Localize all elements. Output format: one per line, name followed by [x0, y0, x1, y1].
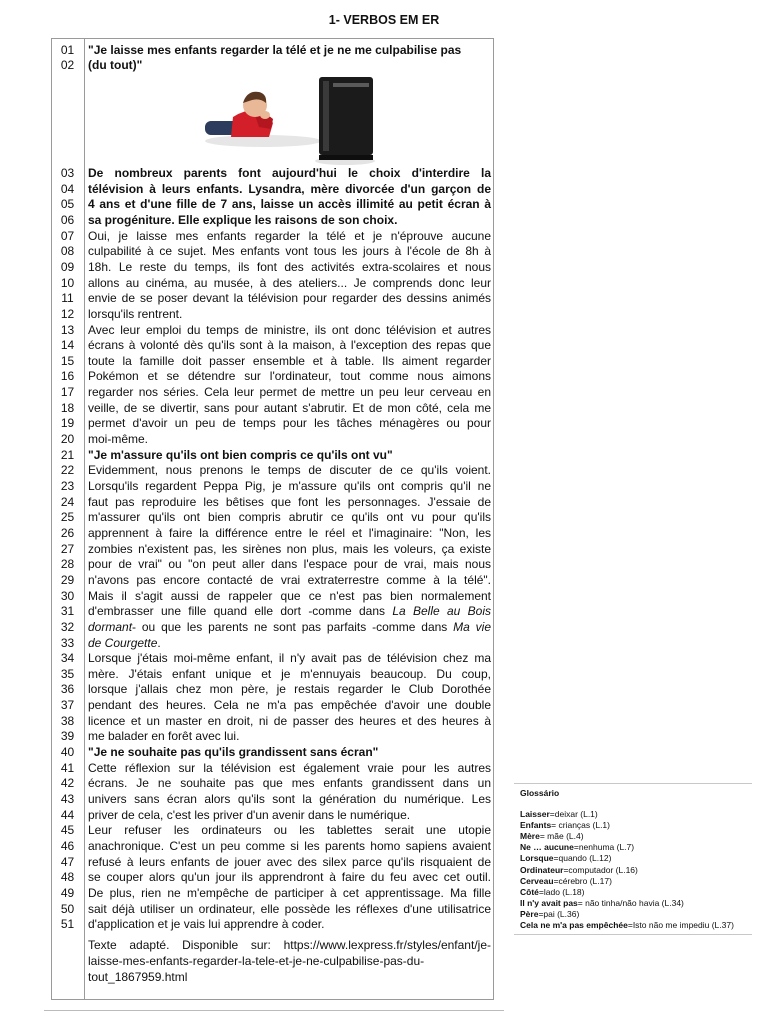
- text-line: [51, 525, 494, 541]
- line-number: 23: [60, 479, 75, 493]
- glossary-definition: =nenhuma (L.7): [573, 842, 635, 853]
- glossary-item: [520, 898, 684, 909]
- text-line: [51, 431, 494, 447]
- line-number: 20: [60, 432, 75, 447]
- source-text: Texte adapté. Disponible sur: https://www.lexpress.fr/styles/enfant/je-: [88, 938, 491, 952]
- line-text: De plus, rien ne m'empêche de participer à cet apprentissage. Ma fille: [88, 885, 491, 900]
- line-text: écrans à volonté dès qu'ils sont à la maison, à l'exception des repas que: [88, 338, 491, 353]
- text-line: [51, 556, 494, 572]
- source-line: [51, 953, 494, 969]
- text-line: [51, 462, 494, 478]
- line-text: moi-même.: [88, 432, 149, 447]
- text-line: [51, 619, 494, 635]
- line-text: lorsqu'ils rentrent.: [88, 306, 183, 321]
- text-line: [51, 635, 494, 651]
- boy-watching-tv-illustration: [203, 77, 391, 165]
- line-text: 18h. Le reste du temps, ils font des activités extra-scolaires et nous: [88, 259, 491, 274]
- line-number: 30: [60, 588, 75, 603]
- line-number: 47: [60, 854, 75, 869]
- line-number: 19: [60, 416, 75, 431]
- text-line: [51, 807, 494, 823]
- text-line: [51, 57, 494, 73]
- text-line: [51, 869, 494, 885]
- line-text: faut pas reproduire les bêtises que font les personnages. J'essaie de: [88, 494, 491, 509]
- line-number: 36: [60, 682, 75, 697]
- line-number: 41: [60, 760, 75, 775]
- glossary-definition: =computador (L.16): [563, 864, 638, 875]
- line-number: 15: [60, 353, 75, 368]
- line-text: refusé à leurs enfants de jouer avec des silex parce qu'ils risquaient de: [88, 854, 491, 869]
- line-number: 12: [60, 306, 75, 321]
- line-text: apprennent à faire la différence entre le réel et l'imaginaire: "Non, les: [88, 525, 491, 540]
- page-title: 1- VERBOS EM ER: [328, 13, 440, 27]
- line-number: 38: [60, 713, 75, 728]
- text-line: [51, 916, 494, 932]
- glossary-term: Cerveau: [520, 875, 554, 886]
- line-number: 01: [60, 43, 75, 57]
- text-line: [51, 901, 494, 917]
- glossary-item: [520, 809, 598, 820]
- line-text: "Je m'assure qu'ils ont bien compris ce qu'ils ont vu": [88, 447, 393, 462]
- line-number: 24: [60, 494, 75, 509]
- glossary-item: [520, 853, 611, 864]
- text-segment: .: [157, 635, 161, 650]
- line-text: n'avons pas encore contacté de vrai extraterrestre comme à la télé".: [88, 572, 491, 587]
- line-text: Evidemment, nous prenons le temps de discuter de ce qu'ils voient.: [88, 463, 491, 478]
- glossary-box: [514, 783, 752, 935]
- text-line: [51, 337, 494, 353]
- line-text: Lorsqu'ils regardent Peppa Pig, je m'assure qu'ils ont compris qu'il ne: [88, 479, 491, 493]
- source-line: [51, 969, 494, 985]
- line-text: lorsque j'allais chez mon père, je restais regarder le Club Dorothée: [88, 682, 491, 697]
- text-line: [51, 728, 494, 744]
- glossary-term: Père: [520, 908, 539, 919]
- line-number: 27: [60, 541, 75, 556]
- text-line: [51, 494, 494, 510]
- text-line: [51, 697, 494, 713]
- text-line: [51, 447, 494, 463]
- line-number: 35: [60, 666, 75, 681]
- line-number: 50: [60, 901, 75, 916]
- glossary-definition: = crianças (L.1): [551, 820, 610, 831]
- line-number: 09: [60, 259, 75, 274]
- line-number: 43: [60, 792, 75, 806]
- line-number: 25: [60, 510, 75, 525]
- line-text: me balader en forêt avec lui.: [88, 729, 240, 744]
- text-segment: - ou que les parents ne sont pas parfaits -comme dans: [132, 619, 454, 634]
- text-line: [51, 509, 494, 525]
- line-number: 21: [60, 447, 75, 462]
- text-line: [51, 650, 494, 666]
- glossary-item: [520, 831, 584, 842]
- text-line: [51, 212, 494, 228]
- glossary-term: Il n'y avait pas: [520, 897, 578, 908]
- line-text: [88, 603, 491, 619]
- text-line: [51, 666, 494, 682]
- line-text: Avec leur emploi du temps de ministre, ils ont donc télévision et autres: [88, 322, 491, 337]
- line-number: 45: [60, 823, 75, 838]
- line-number: 11: [61, 291, 74, 306]
- line-text: sa progéniture. Elle explique les raisons de son choix.: [88, 212, 398, 227]
- glossary-term: Cela ne m'a pas empêchée: [520, 920, 628, 930]
- italic-title: Ma vie: [453, 619, 491, 634]
- glossary-term: Ordinateur: [520, 864, 564, 875]
- text-line: [51, 42, 494, 58]
- line-number: 46: [60, 838, 75, 853]
- line-text: regarder nos séries. Cela leur permet de mettre un peu leur cerveau en: [88, 385, 491, 400]
- glossary-item: [520, 865, 638, 876]
- glossary-definition: =quando (L.12): [553, 853, 612, 864]
- text-line: [51, 165, 494, 181]
- line-number: 02: [60, 58, 75, 72]
- line-number: 16: [60, 369, 75, 384]
- line-number: 14: [60, 338, 75, 353]
- line-number: 28: [60, 557, 75, 572]
- line-number: 13: [60, 322, 75, 337]
- line-text: "Je ne souhaite pas qu'ils grandissent sans écran": [88, 745, 379, 760]
- text-line: [51, 322, 494, 338]
- text-line: [51, 791, 494, 807]
- line-text: mère. J'étais enfant unique et je m'ennuyais beaucoup. Du coup,: [88, 666, 491, 681]
- line-text: "Je laisse mes enfants regarder la télé et je ne me culpabilise pas: [88, 43, 462, 57]
- line-text: (du tout)": [88, 58, 143, 72]
- text-line: [51, 681, 494, 697]
- source-text: laisse-mes-enfants-regarder-la-tele-et-je-ne-culpabilise-pas-du-: [88, 954, 425, 968]
- line-number: 49: [60, 885, 75, 900]
- line-text: Leur refuser les ordinateurs ou les tablettes serait une utopie: [88, 823, 491, 838]
- line-number: 07: [60, 228, 75, 243]
- glossary-item: [520, 820, 610, 831]
- glossary-item: [520, 909, 579, 920]
- line-number: 51: [60, 917, 75, 932]
- glossary-term: Laisser: [520, 809, 550, 819]
- text-line: [51, 290, 494, 306]
- glossary-definition: =pai (L.36): [538, 908, 580, 919]
- text-line: [51, 384, 494, 400]
- line-number: 05: [60, 197, 75, 212]
- text-line: [51, 822, 494, 838]
- text-line: [51, 228, 494, 244]
- text-line: [51, 400, 494, 416]
- text-line: [51, 744, 494, 760]
- line-text: 4 ans et d'une fille de 7 ans, laisse un accès illimité au petit écran à: [88, 197, 491, 212]
- line-number: 03: [60, 166, 75, 180]
- line-number: 04: [60, 181, 75, 196]
- line-text: Lorsque j'étais moi-même enfant, il n'y avait pas de télévision chez ma: [88, 651, 491, 666]
- text-line: [51, 196, 494, 212]
- glossary-definition: =cérebro (L.17): [553, 875, 612, 886]
- glossary-term: Lorsque: [520, 853, 554, 864]
- text-line: [51, 588, 494, 604]
- text-line: [51, 306, 494, 322]
- italic-title: dormant: [88, 619, 133, 634]
- text-line: [51, 854, 494, 870]
- line-number: 17: [60, 385, 75, 400]
- text-line: [51, 243, 494, 259]
- line-number: 33: [60, 635, 75, 650]
- text-line: [51, 541, 494, 557]
- glossary-title: Glossário: [520, 788, 560, 798]
- line-text: Oui, je laisse mes enfants regarder la télé et je n'éprouve aucune: [88, 228, 491, 243]
- bottom-rule: [44, 1010, 504, 1011]
- text-line: [51, 713, 494, 729]
- source-text: tout_1867959.html: [88, 970, 188, 984]
- text-line: [51, 415, 494, 431]
- line-text: se couper alors qu'un jour ils apprendront à faire du feu avec cet outil.: [88, 870, 491, 885]
- line-number: 06: [60, 212, 75, 227]
- glossary-term: Ne … aucune: [520, 842, 574, 853]
- line-text: [88, 619, 491, 635]
- line-number: 26: [60, 525, 75, 540]
- text-line: [51, 572, 494, 588]
- glossary-item: [520, 842, 634, 853]
- text-line: [51, 259, 494, 275]
- line-text: Cette réflexion sur la télévision est également vraie pour les autres: [88, 760, 491, 775]
- glossary-definition: =deixar (L.1): [549, 809, 598, 819]
- line-text: d'application et je vais lui apprendre à coder.: [88, 917, 325, 932]
- text-line: [51, 885, 494, 901]
- italic-title: La Belle au Bois: [392, 604, 491, 619]
- text-line: [51, 603, 494, 619]
- text-segment: d'embrasser une fille quand elle dort -comme dans: [88, 604, 393, 619]
- glossary-item: [520, 887, 585, 898]
- line-number: 10: [60, 275, 75, 290]
- line-text: anachronique. C'est un peu comme si les parents homo sapiens avaient: [88, 838, 491, 853]
- line-number: 22: [60, 463, 75, 478]
- line-number: 48: [60, 870, 75, 885]
- text-line: [51, 775, 494, 791]
- glossary-term: Enfants: [520, 820, 552, 831]
- line-text: veille, de se divertir, sans pour autant s'abrutir. Et de mon côté, cela me: [88, 400, 491, 415]
- line-text: culpabilité à ce sujet. Mes enfants vont tous les jours à l'école de 8h à: [88, 244, 491, 259]
- line-number: 34: [60, 651, 75, 666]
- line-text: pendant des heures. Cela ne m'a pas empêchée d'avoir une double: [88, 698, 491, 713]
- text-line: [51, 181, 494, 197]
- italic-title: de Courgette: [88, 635, 158, 650]
- text-line: [51, 478, 494, 494]
- glossary-item: [520, 876, 612, 887]
- line-number: 29: [60, 572, 75, 587]
- glossary-definition: = mãe (L.4): [539, 831, 584, 842]
- glossary-term: Mère: [520, 831, 540, 842]
- source-line: [51, 937, 494, 953]
- line-number: 39: [60, 729, 75, 744]
- line-number: 31: [60, 604, 75, 619]
- line-text: univers sans écran alors qu'ils sont la génération du numérique. Les: [88, 792, 491, 806]
- line-text: Mais il s'agit aussi de rappeler que ce n'est pas bien normalement: [88, 588, 491, 603]
- line-number: 32: [60, 619, 75, 634]
- line-text: toute la famille doit passer ensemble et à table. Ils aiment regarder: [88, 353, 491, 368]
- line-number: 44: [60, 807, 75, 822]
- glossary-item: [520, 920, 734, 931]
- line-text: Pokémon et se détendre sur l'ordinateur, tout comme nous aimons: [88, 369, 491, 384]
- glossary-definition: =lado (L.18): [538, 886, 585, 897]
- glossary-definition: = não tinha/não havia (L.34): [577, 897, 684, 908]
- glossary-definition: =Isto não me impediu (L.37): [627, 920, 734, 930]
- line-text: envie de se poser devant la télévision pour regarder des dessins animés: [88, 291, 491, 306]
- line-text: permet d'avoir un peu de temps pour les tâches ménagères ou pour: [88, 416, 491, 431]
- line-number: 08: [60, 244, 75, 259]
- glossary-term: Côté: [520, 886, 539, 897]
- text-line: [51, 838, 494, 854]
- line-number: 40: [60, 745, 75, 760]
- line-text: sait déjà utiliser un ordinateur, elle possède les réflexes d'une utilisatrice: [88, 901, 491, 916]
- line-number: 18: [60, 400, 75, 415]
- line-text: [88, 635, 491, 651]
- line-text: De nombreux parents font aujourd'hui le choix d'interdire la: [88, 166, 491, 180]
- text-line: [51, 275, 494, 291]
- text-line: [51, 368, 494, 384]
- line-number: 42: [60, 776, 75, 791]
- text-line: [51, 760, 494, 776]
- line-number: 37: [60, 698, 75, 713]
- line-text: écrans. Je ne souhaite pas que mes enfants grandissent dans un: [88, 776, 491, 791]
- line-text: télévision à leurs enfants. Lysandra, mère divorcée d'un garçon de: [88, 181, 491, 196]
- line-text: priver de cela, c'est les priver d'un avenir dans le numérique.: [88, 807, 411, 822]
- line-text: pour de vrai" ou "on peut aller dans l'espace pour de vrai, mais nous: [88, 557, 491, 572]
- line-text: zombies n'existent pas, les sirènes non plus, mais les voleurs, ça existe: [88, 541, 491, 556]
- line-text: m'assurer qu'ils ont bien compris abrutir ce qu'ils ont vu pour qu'ils: [88, 510, 491, 525]
- line-text: licence et un master en droit, ni de passer des heures et des heures à: [88, 713, 491, 728]
- text-line: [51, 353, 494, 369]
- line-text: allons au cinéma, au musée, à des ateliers... Je comprends donc leur: [88, 275, 491, 290]
